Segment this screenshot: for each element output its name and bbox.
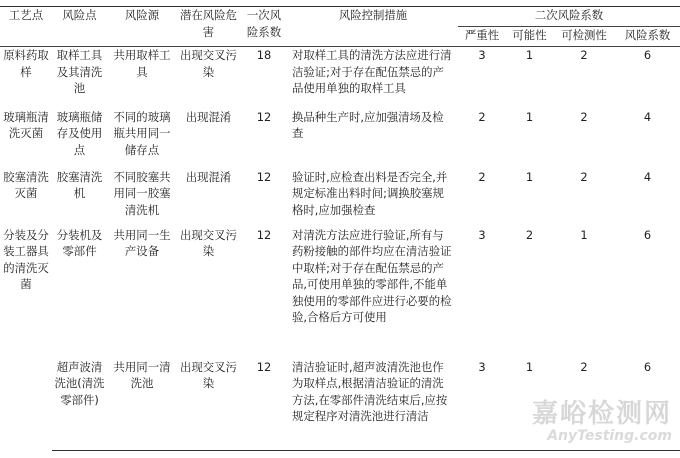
second-coefficient-cell: 6 bbox=[643, 227, 652, 242]
first-coefficient-cell: 12 bbox=[256, 109, 272, 124]
detectability-cell: 1 bbox=[580, 227, 588, 242]
process-cell: 玻璃瓶清洗灭菌 bbox=[3, 109, 49, 140]
first-coefficient-cell: 18 bbox=[256, 48, 272, 62]
header-process-point: 工艺点 bbox=[0, 7, 52, 47]
risk-source-cell: 不同的玻璃瓶共用同一储存点 bbox=[113, 109, 171, 157]
header-severity: 严重性 bbox=[458, 27, 506, 47]
possibility-cell: 1 bbox=[525, 169, 534, 184]
process-cell: 胶塞清洗灭菌 bbox=[3, 169, 49, 200]
table-row bbox=[0, 169, 680, 227]
risk-source-cell: 共用取样工具 bbox=[113, 48, 171, 79]
control-measure-cell: 换品种生产时,应加强清场及检查 bbox=[292, 109, 444, 140]
table-row bbox=[0, 359, 680, 451]
header-second-coefficient-group: 二次风险系数 bbox=[458, 7, 680, 27]
header-risk-point: 风险点 bbox=[52, 7, 107, 47]
control-measure-cell: 对清洗方法应进行验证,所有与药粉接触的部件均应在清洁验证中取样;对于存在配伍禁忌的产品,可使用单独的零部件,不能单独使用的零部件应进行必要的检验,合格后方可使用 bbox=[292, 227, 452, 324]
second-coefficient-cell: 6 bbox=[615, 359, 680, 451]
first-coefficient-cell: 12 bbox=[240, 359, 288, 451]
header-possibility: 可能性 bbox=[506, 27, 553, 47]
control-measure-cell: 对取样工具的清洗方法应进行清洁验证;对于存在配伍禁忌的产品使用单独的取样工具 bbox=[292, 48, 452, 95]
possibility-cell: 1 bbox=[525, 48, 534, 62]
first-coefficient-cell: 12 bbox=[256, 227, 272, 242]
detectability-cell: 2 bbox=[580, 169, 588, 184]
header-first-coefficient: 一次风险系数 bbox=[240, 7, 288, 47]
possibility-cell: 1 bbox=[506, 359, 553, 451]
risk-table bbox=[0, 6, 680, 451]
header-second-coefficient: 风险系数 bbox=[615, 27, 680, 47]
hazard-cell: 出现混淆 bbox=[185, 169, 232, 184]
header-control-measures: 风险控制措施 bbox=[288, 7, 458, 47]
risk-point-cell: 超声波清洗池(清洗零部件) bbox=[52, 359, 107, 451]
detectability-cell: 2 bbox=[580, 109, 588, 124]
possibility-cell: 2 bbox=[525, 227, 534, 242]
second-coefficient-cell: 6 bbox=[643, 48, 652, 62]
hazard-cell: 出现混淆 bbox=[185, 109, 232, 124]
hazard-cell: 出现交叉污染 bbox=[180, 48, 237, 79]
detectability-cell: 2 bbox=[580, 48, 588, 62]
risk-point-cell: 玻璃瓶储存及使用点 bbox=[56, 109, 103, 157]
second-coefficient-cell: 4 bbox=[643, 109, 652, 124]
severity-cell: 3 bbox=[478, 48, 486, 62]
table-row bbox=[0, 227, 680, 359]
control-measure-cell: 验证时,应检查出料是否完全,并规定标准出料时间;调换胶塞规格时,应加强检查 bbox=[292, 169, 448, 217]
process-cell: 原料药取样 bbox=[3, 48, 49, 79]
possibility-cell: 1 bbox=[525, 109, 534, 124]
watermark-main: 嘉峪检测网 bbox=[531, 399, 672, 429]
control-measure-cell: 清洁验证时,超声波清洗池也作为取样点,根据清洁验证的清洗方法,在零部件清洗结束后,应按规定程序对清洗池进行清洁 bbox=[288, 359, 458, 451]
header-potential-hazard: 潜在风险危害 bbox=[177, 7, 240, 47]
severity-cell: 3 bbox=[478, 227, 486, 242]
watermark-sub: AnyTesting.com bbox=[547, 428, 672, 444]
hazard-cell: 出现交叉污染 bbox=[180, 227, 237, 258]
severity-cell: 2 bbox=[478, 169, 486, 184]
risk-source-cell: 共用同一清洗池 bbox=[107, 359, 177, 451]
detectability-cell: 2 bbox=[553, 359, 615, 451]
header-risk-source: 风险源 bbox=[107, 7, 177, 47]
hazard-cell: 出现交叉污染 bbox=[177, 359, 240, 451]
severity-cell: 3 bbox=[458, 359, 506, 451]
risk-point-cell: 分装机及零部件 bbox=[56, 227, 103, 258]
header-detectability: 可检测性 bbox=[553, 27, 615, 47]
second-coefficient-cell: 4 bbox=[643, 169, 652, 184]
first-coefficient-cell: 12 bbox=[256, 169, 272, 184]
table-row bbox=[0, 47, 680, 109]
risk-source-cell: 共用同一生产设备 bbox=[113, 227, 171, 258]
severity-cell: 2 bbox=[478, 109, 486, 124]
risk-point-cell: 取样工具及其清洗池 bbox=[56, 48, 103, 95]
process-cell: 分装及分装工器具的清洗灭菌 bbox=[3, 227, 49, 291]
risk-point-cell: 胶塞清洗机 bbox=[56, 169, 103, 200]
table-row bbox=[0, 109, 680, 169]
risk-source-cell: 不同胶塞共用同一胶塞清洗机 bbox=[113, 169, 171, 217]
